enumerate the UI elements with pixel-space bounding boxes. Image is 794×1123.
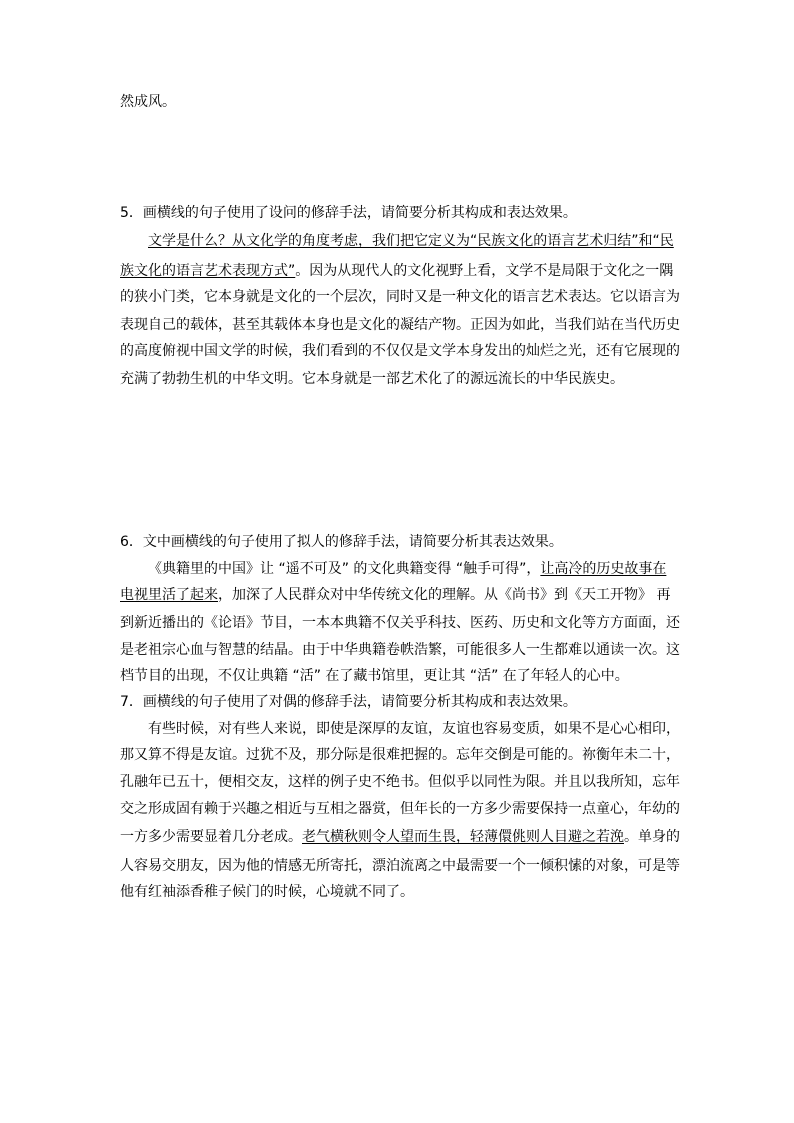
q7-line-5: 一方多少需要显着几分老成。老气横秋则令人望而生畏，轻薄儇佻则人目避之若浼。单身的 — [120, 829, 680, 845]
question-6-title: 6．文中画横线的句子使用了拟人的修辞手法，请简要分析其表达效果。 — [120, 534, 563, 550]
q6-line-2: 电视里活了起来，加深了人民群众对中华传统文化的理解。从《尚书》到《天工开物》 再 — [120, 587, 671, 603]
q5-line-6: 充满了勃勃生机的中华文明。它本身就是一部艺术化了的源远流长的中华民族史。 — [120, 371, 624, 387]
q7-line-7: 他有红袖添香稚子候门的时候，心境就不同了。 — [120, 884, 414, 900]
q7-line-2: 那又算不得是友谊。过犹不及，那分际是很难把握的。忘年交倒是可能的。祢衡年未二十， — [120, 747, 680, 763]
q5-line-5: 的高度俯视中国文学的时候，我们看到的不仅仅是文学本身发出的灿烂之光，还有它展现的 — [120, 343, 680, 359]
q5-line-3: 的狭小门类，它本身就是文化的一个层次，同时又是一种文化的语言艺术表达。它以语言为 — [120, 289, 680, 305]
q5-underlined-sentence: 文学是什么？从文化学的角度考虑，我们把它定义为“民族文化的语言艺术归结”和“民 — [148, 233, 674, 249]
q6-underlined-sentence: 让高冷的历史故事在 — [540, 561, 667, 577]
q5-line-2: 族文化的语言艺术表现方式”。因为从现代人的文化视野上看，文学不是局限于文化之一隅 — [120, 263, 674, 279]
q7-line-6: 人容易交朋友，因为他的情感无所寄托，漂泊流离之中最需要一个一倾积愫的对象，可是等 — [120, 858, 680, 874]
q7-line-4: 交之形成固有赖于兴趣之相近与互相之器赏，但年长的一方多少需要保持一点童心，年幼的 — [120, 801, 680, 817]
question-7-title: 7．画横线的句子使用了对偶的修辞手法，请简要分析其构成和表达效果。 — [120, 694, 577, 710]
q7-line-3: 孔融年已五十，便相交友，这样的例子史不绝书。但似乎以同性为限。并且以我所知，忘年 — [120, 774, 680, 790]
q7-underlined-sentence: 老气横秋则令人望而生畏，轻薄儇佻则人目避之若浼 — [302, 829, 624, 845]
q7-line-1: 有些时候，对有些人来说，即使是深厚的友谊，友谊也容易变质，如果不是心心相印， — [148, 721, 680, 737]
q6-line-4: 是老祖宗心血与智慧的结晶。由于中华典籍卷帙浩繁，可能很多人一生都难以通读一次。这 — [120, 642, 680, 658]
intro-tail: 然成风。 — [120, 94, 176, 110]
q5-line-4: 表现自己的载体，甚至其载体本身也是文化的凝结产物。正因为如此，当我们站在当代历史 — [120, 317, 680, 333]
question-5-title: 5．画横线的句子使用了设问的修辞手法，请简要分析其构成和表达效果。 — [120, 205, 577, 221]
q6-underlined-sentence-end: 电视里活了起来 — [120, 587, 218, 603]
q6-line-5: 档节目的出现，不仅让典籍 “活” 在了藏书馆里，更让其 “活” 在了年轻人的心中。 — [120, 668, 629, 684]
q5-line-1 — [148, 232, 674, 250]
q6-line-1: 《典籍里的中国》让 “遥不可及” 的文化典籍变得 “触手可得”，让高冷的历史故事在 — [148, 561, 667, 577]
q6-line-3: 到新近播出的《论语》节目，一本本典籍不仅关乎科技、医药、历史和文化等方方面面，还 — [120, 615, 680, 631]
q5-underlined-sentence-end: 族文化的语言艺术表现方式” — [120, 263, 296, 279]
